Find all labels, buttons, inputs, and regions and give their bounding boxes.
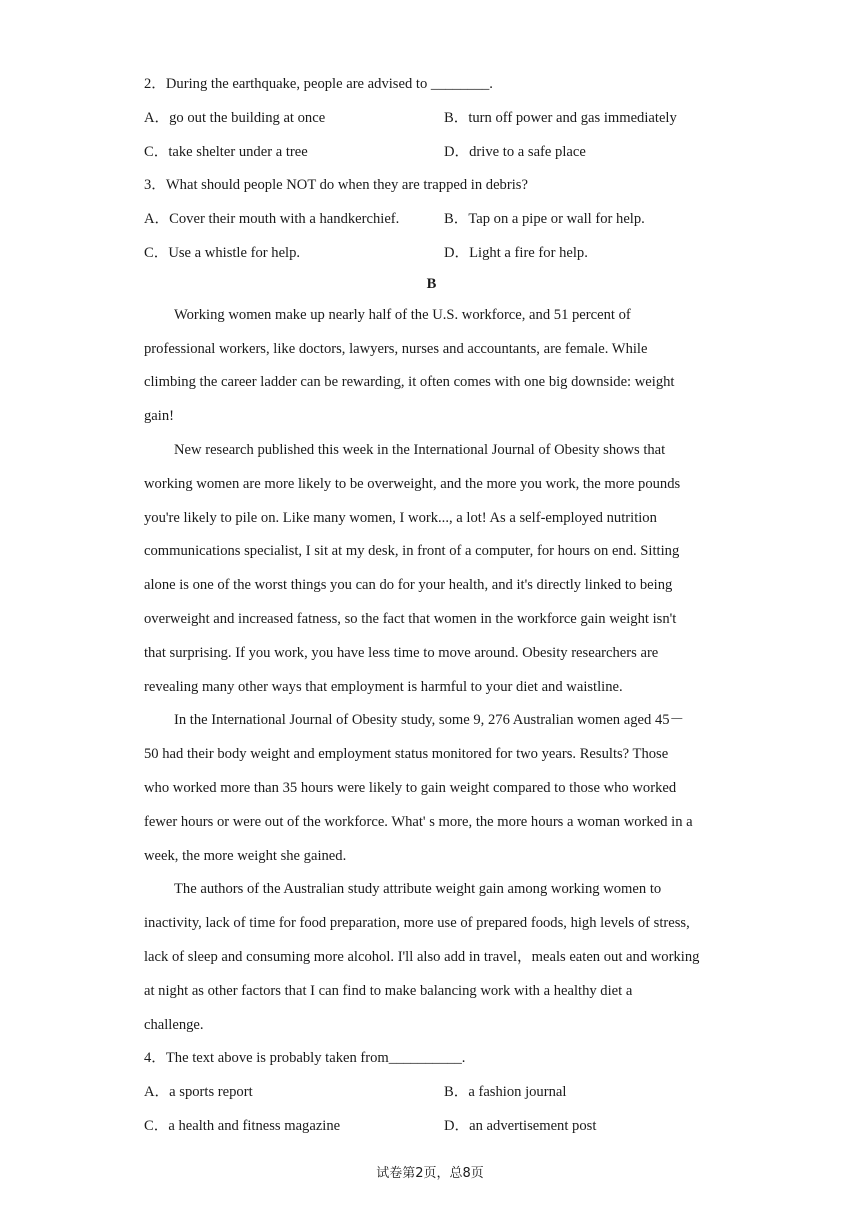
section-heading-b: B bbox=[426, 275, 437, 292]
q4-option-a: A．a sports report bbox=[144, 1084, 253, 1101]
paragraph-line: that surprising. If you work, you have less time to move around. Obesity researchers are bbox=[144, 644, 659, 661]
question-3-options-row-2 bbox=[144, 242, 719, 276]
paragraph-line: you're likely to pile on. Like many women, I work..., a lot! As a self-employed nutrition bbox=[144, 509, 657, 526]
page-footer: 试卷第2页，总8页 bbox=[376, 1166, 484, 1181]
q4-option-c: C．a health and fitness magazine bbox=[144, 1117, 341, 1134]
q2-option-c: C．take shelter under a tree bbox=[144, 143, 308, 160]
paragraph-line: week, the more weight she gained. bbox=[144, 847, 347, 864]
question-2-options-row-1 bbox=[144, 107, 719, 141]
paragraph-line: who worked more than 35 hours were likely to gain weight compared to those who worked bbox=[144, 779, 677, 796]
paragraph-line: revealing many other ways that employment is harmful to your diet and waistline. bbox=[144, 678, 623, 695]
passage-paragraph-1 bbox=[144, 304, 719, 439]
question-3-stem: 3．What should people NOT do when they are trapped in debris? bbox=[144, 177, 528, 194]
question-4-options-row-2 bbox=[144, 1115, 719, 1149]
paragraph-line: climbing the career ladder can be rewarding, it often comes with one big downside: weight bbox=[144, 374, 675, 391]
question-2-stem: 2．During the earthquake, people are advised to ________. bbox=[144, 76, 493, 92]
paragraph-line: New research published this week in the International Journal of Obesity shows that bbox=[174, 441, 666, 458]
question-4-stem: 4．The text above is probably taken from__________. bbox=[144, 1050, 466, 1067]
q4-option-b: B．a fashion journal bbox=[444, 1084, 567, 1101]
q2-option-d: D．drive to a safe place bbox=[444, 143, 586, 160]
paragraph-line: communications specialist, I sit at my desk, in front of a computer, for hours on end. Sitting bbox=[144, 543, 680, 560]
passage-paragraph-4 bbox=[144, 878, 719, 1047]
passage-paragraph-2 bbox=[144, 439, 719, 709]
paragraph-line: lack of sleep and consuming more alcohol. I'll also add in travel，meals eaten out and working bbox=[144, 948, 700, 965]
paragraph-line: overweight and increased fatness, so the fact that women in the workforce gain weight isn't bbox=[144, 610, 677, 627]
q2-option-a: A．go out the building at once bbox=[144, 109, 326, 126]
paragraph-line: at night as other factors that I can find to make balancing work with a healthy diet a bbox=[144, 982, 633, 999]
question-3-options-row-1 bbox=[144, 208, 719, 242]
paragraph-line: In the International Journal of Obesity study, some 9, 276 Australian women aged 45－ bbox=[174, 712, 685, 729]
question-4-options-row-1 bbox=[144, 1081, 719, 1115]
q3-option-b: B．Tap on a pipe or wall for help. bbox=[444, 211, 645, 228]
q4-option-d: D．an advertisement post bbox=[444, 1117, 597, 1134]
paragraph-line: gain! bbox=[144, 408, 174, 425]
q3-option-a: A．Cover their mouth with a handkerchief. bbox=[144, 211, 400, 228]
paragraph-line: Working women make up nearly half of the U.S. workforce, and 51 percent of bbox=[174, 306, 631, 323]
passage-paragraph-3 bbox=[144, 709, 719, 878]
question-2-options-row-2 bbox=[144, 141, 719, 175]
q3-option-d: D．Light a fire for help. bbox=[444, 244, 588, 261]
paragraph-line: inactivity, lack of time for food preparation, more use of prepared foods, high levels of stress, bbox=[144, 915, 690, 932]
paragraph-line: 50 had their body weight and employment status monitored for two years. Results? Those bbox=[144, 746, 669, 763]
paragraph-line: alone is one of the worst things you can do for your health, and it's directly linked to being bbox=[144, 577, 673, 594]
paragraph-line: The authors of the Australian study attribute weight gain among working women to bbox=[174, 881, 662, 898]
paragraph-line: fewer hours or were out of the workforce. What' s more, the more hours a woman worked in a bbox=[144, 813, 693, 830]
exam-page bbox=[144, 73, 719, 1149]
q3-option-c: C．Use a whistle for help. bbox=[144, 244, 301, 261]
paragraph-line: challenge. bbox=[144, 1016, 204, 1033]
q2-option-b: B．turn off power and gas immediately bbox=[444, 109, 677, 126]
paragraph-line: working women are more likely to be overweight, and the more you work, the more pounds bbox=[144, 475, 681, 492]
paragraph-line: professional workers, like doctors, lawyers, nurses and accountants, are female. While bbox=[144, 340, 648, 357]
